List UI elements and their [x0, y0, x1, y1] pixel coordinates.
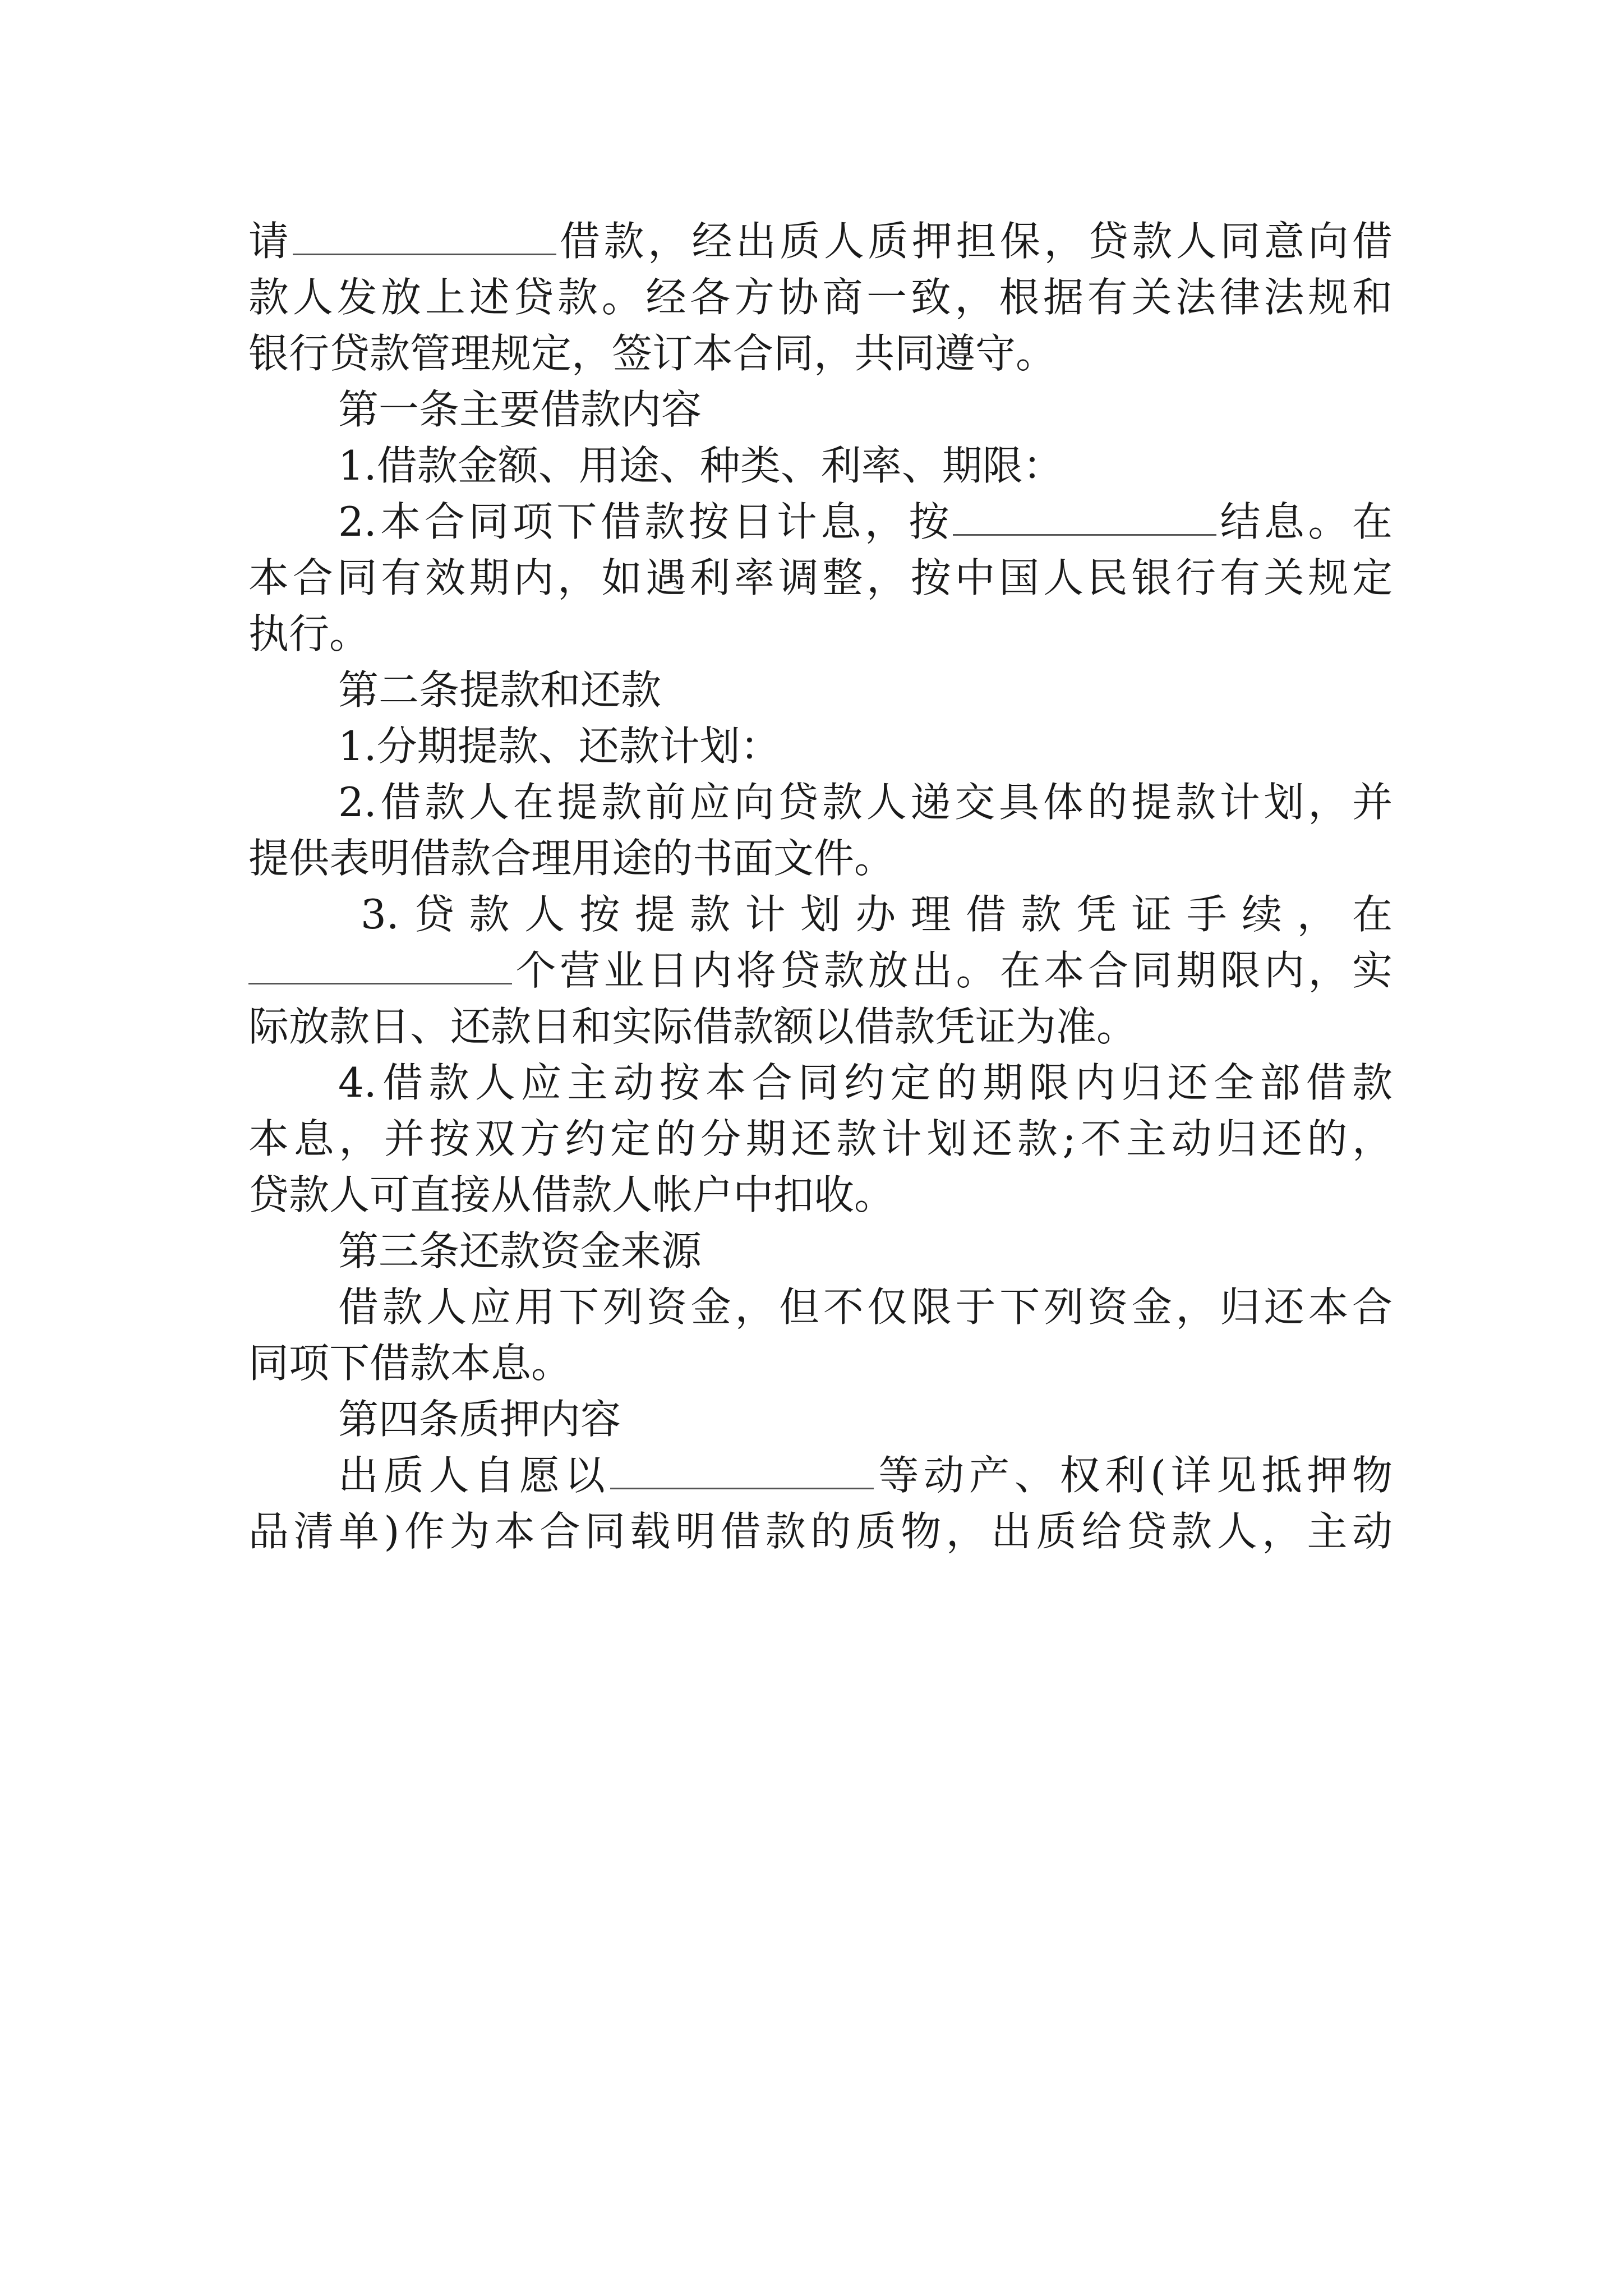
text-segment: 等动产、权利(详见抵押物 [873, 1452, 1393, 1499]
article-title: 第二条提款和还款 [338, 666, 662, 714]
paragraph-line: 款人发放上述贷款。经各方协商一致，根据有关法律法规和 [248, 274, 1393, 321]
paragraph-line: 同项下借款本息。 [248, 1340, 572, 1387]
paragraph-line: 品清单)作为本合同载明借款的质物，出质给贷款人，主动 [248, 1508, 1393, 1555]
fill-in-blank [953, 500, 1216, 536]
text-segment: 请 [248, 218, 293, 265]
list-item: 2.借款人在提款前应向贷款人递交具体的提款计划，并 [338, 779, 1393, 826]
list-item: 3.贷款人按提款计划办理借款凭证手续，在 [361, 891, 1393, 938]
article-title: 第四条质押内容 [338, 1396, 621, 1443]
fill-in-blank [293, 220, 556, 255]
article-title: 第三条还款资金来源 [338, 1227, 702, 1274]
paragraph-line: 际放款日、还款日和实际借款额以借款凭证为准。 [248, 1003, 1137, 1050]
paragraph-line: 银行贷款管理规定，签订本合同，共同遵守。 [248, 330, 1057, 377]
list-item: 4.借款人应主动按本合同约定的期限内归还全部借款 [338, 1059, 1393, 1106]
paragraph-line [338, 1447, 1393, 1503]
paragraph-line [248, 942, 1393, 999]
paragraph-line: 借款人应用下列资金，但不仅限于下列资金，归还本合 [338, 1283, 1393, 1331]
fill-in-blank [248, 949, 512, 984]
paragraph-line: 提供表明借款合理用途的书面文件。 [248, 835, 895, 882]
paragraph-line: 本合同有效期内，如遇利率调整，按中国人民银行有关规定 [248, 554, 1393, 601]
list-item: 1.借款金额、用途、种类、利率、期限： [338, 442, 1063, 489]
text-segment: 个营业日内将贷款放出。在本合同期限内，实 [512, 947, 1393, 994]
list-item: 1.分期提款、还款计划： [338, 723, 781, 770]
paragraph-line [248, 213, 1393, 269]
text-segment: 结息。在 [1216, 498, 1393, 545]
text-segment: 2.本合同项下借款按日计息，按 [338, 498, 953, 545]
list-item [338, 494, 1393, 550]
paragraph-line: 本息，并按双方约定的分期还款计划还款;不主动归还的， [248, 1115, 1393, 1162]
text-segment: 出质人自愿以 [338, 1452, 610, 1499]
fill-in-blank [610, 1454, 874, 1489]
paragraph-line: 贷款人可直接从借款人帐户中扣收。 [248, 1171, 895, 1218]
paragraph-line: 执行。 [248, 610, 370, 657]
text-segment: 借款，经出质人质押担保，贷款人同意向借 [556, 218, 1393, 265]
article-title: 第一条主要借款内容 [338, 386, 702, 433]
